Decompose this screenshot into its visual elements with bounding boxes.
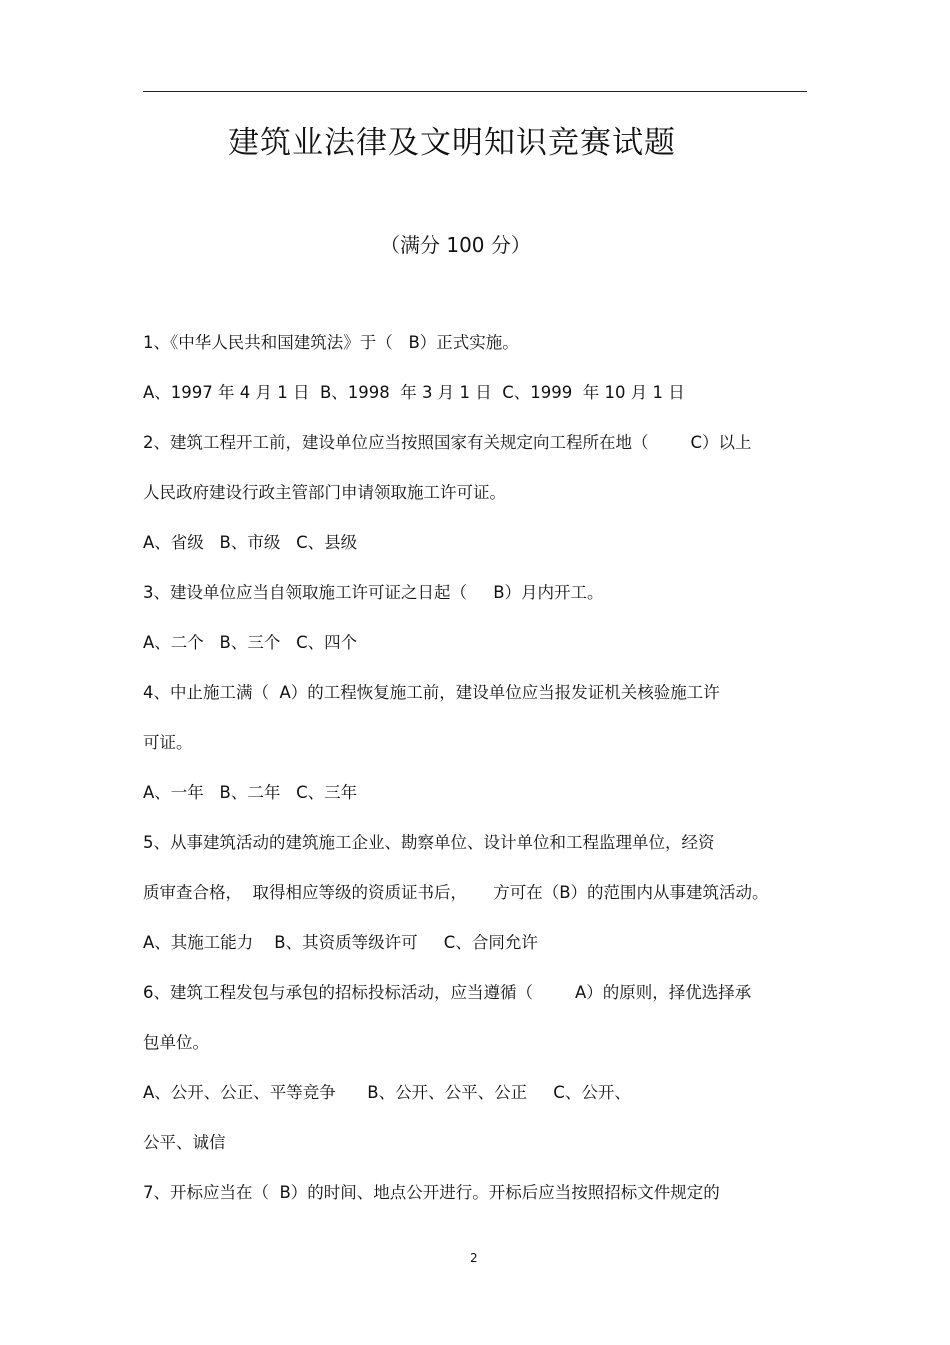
question-4-stem-cont: 可证。 (143, 733, 193, 752)
question-6-stem-cont: 包单位。 (143, 1033, 209, 1052)
question-6-options: A、公开、公正、平等竞争 B、公开、公平、公正 C、公开、 (143, 1083, 631, 1102)
question-2-options: A、省级 B、市级 C、县级 (143, 533, 358, 552)
question-1-options: A、1997 年 4 月 1 日 B、1998 年 3 月 1 日 C、1999 年 10 月 1 日 (143, 383, 685, 402)
header-rule (143, 91, 807, 92)
document-title: 建筑业法律及文明知识竞赛试题 (228, 125, 676, 161)
question-4-stem: 4、中止施工满（ A）的工程恢复施工前，建设单位应当报发证机关核验施工许 (143, 683, 720, 702)
question-5-stem: 5、从事建筑活动的建筑施工企业、勘察单位、设计单位和工程监理单位，经资 (143, 833, 715, 852)
question-3-stem: 3、建设单位应当自领取施工许可证之日起（ B）月内开工。 (143, 583, 604, 602)
question-6-stem: 6、建筑工程发包与承包的招标投标活动，应当遵循（ A）的原则，择优选择承 (143, 983, 752, 1002)
score-subtitle: （满分 100 分） (380, 233, 531, 257)
question-5-options: A、其施工能力 B、其资质等级许可 C、合同允许 (143, 933, 538, 952)
question-3-options: A、二个 B、三个 C、四个 (143, 633, 358, 652)
question-2-stem: 2、建筑工程开工前，建设单位应当按照国家有关规定向工程所在地（ C）以上 (143, 433, 752, 452)
question-2-stem-cont: 人民政府建设行政主管部门申请领取施工许可证。 (143, 483, 506, 502)
page-number: 2 (470, 1251, 478, 1265)
question-7-stem: 7、开标应当在（ B）的时间、地点公开进行。开标后应当按照招标文件规定的 (143, 1183, 720, 1202)
question-4-options: A、一年 B、二年 C、三年 (143, 783, 358, 802)
question-6-options-cont: 公平、诚信 (143, 1133, 226, 1152)
question-1-stem: 1、《中华人民共和国建筑法》于（ B）正式实施。 (143, 333, 519, 352)
question-5-stem-cont: 质审查合格， 取得相应等级的资质证书后， 方可在（B）的范围内从事建筑活动。 (143, 883, 769, 902)
